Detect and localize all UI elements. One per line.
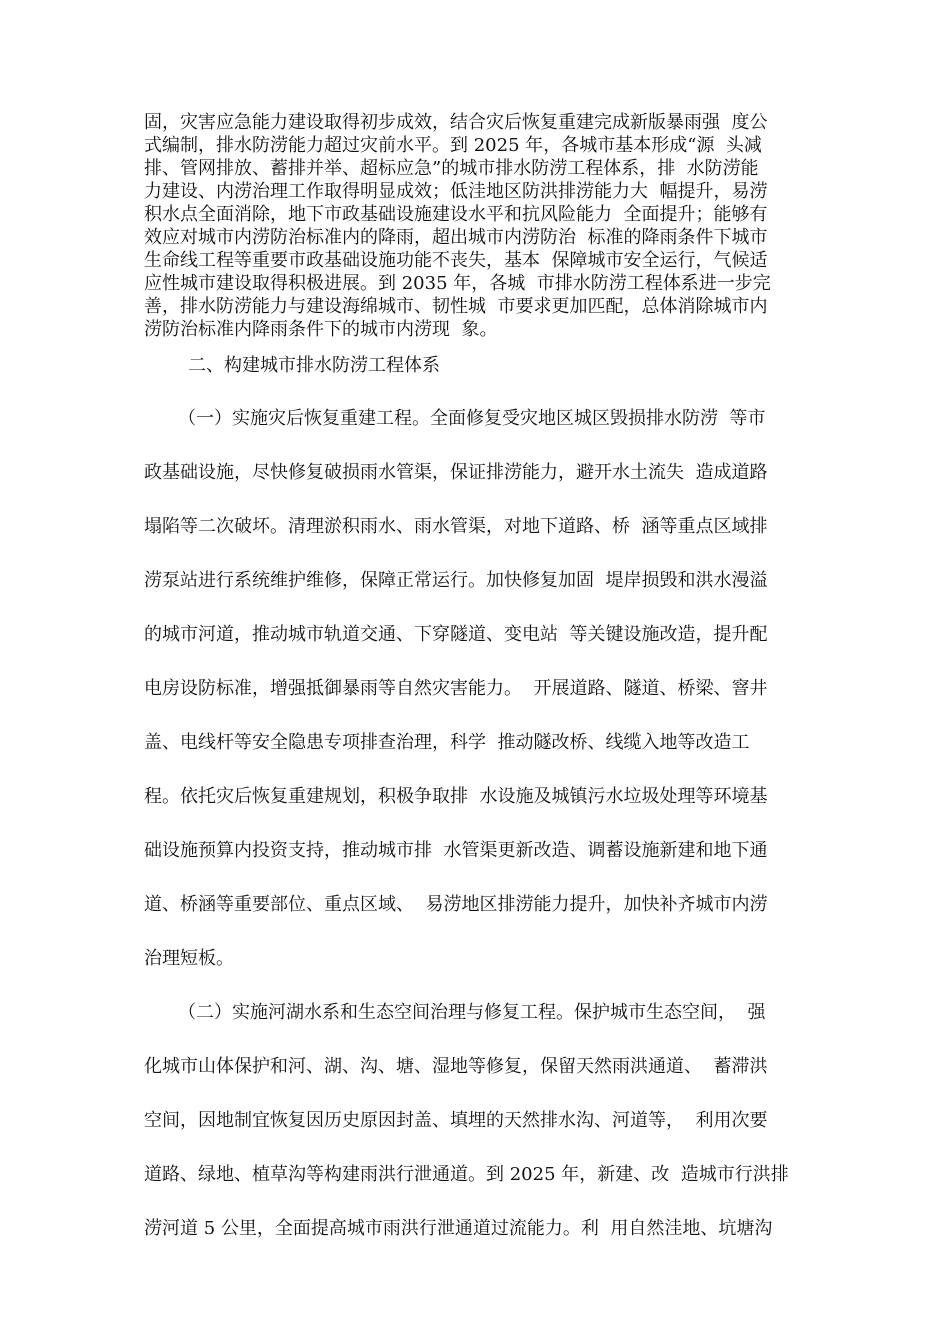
paragraph-1-line: 善，排水防涝能力与建设海绵城市、韧性城 市要求更加匹配，总体消除城市内 [144,296,768,317]
paragraph-2-line: （一）实施灾后恢复重建工程。全面修复受灾地区城区毁损排水防涝 等市 [178,408,766,429]
paragraph-2-line: 程。依托灾后恢复重建规划，积极争取排 水设施及城镇污水垃圾处理等环境基 [144,786,768,807]
paragraph-3-line: （二）实施河湖水系和生态空间治理与修复工程。保护城市生态空间， 强 [178,1002,766,1023]
paragraph-2-line: 涝泵站进行系统维护维修，保障正常运行。加快修复加固 堤岸损毁和洪水漫溢 [144,570,768,591]
paragraph-1-line: 生命线工程等重要市政基础设施功能不丧失，基本 保障城市安全运行，气候适 [144,250,768,271]
paragraph-2-line: 政基础设施，尽快修复破损雨水管渠，保证排涝能力，避开水土流失 造成道路 [144,462,768,483]
paragraph-2-line: 的城市河道，推动城市轨道交通、下穿隧道、变电站 等关键设施改造，提升配 [144,624,768,645]
paragraph-2-line: 道、桥涵等重要部位、重点区域、 易涝地区排涝能力提升，加快补齐城市内涝 [144,894,768,915]
paragraph-2-line: 塌陷等二次破坏。清理淤积雨水、雨水管渠，对地下道路、桥 涵等重点区域排 [144,516,768,537]
paragraph-1-line: 力建设、内涝治理工作取得明显成效；低洼地区防洪排涝能力大 幅提升，易涝 [144,181,768,202]
paragraph-1-line: 应性城市建设取得积极进展。到 2035 年，各城 市排水防涝工程体系进一步完 [144,273,771,294]
paragraph-1-line: 积水点全面消除，地下市政基础设施建设水平和抗风险能力 全面提升；能够有 [144,204,768,225]
paragraph-2-line: 治理短板。 [144,948,234,969]
paragraph-1-line: 排、管网排放、蓄排并举、超标应急”的城市排水防涝工程体系，排 水防涝能 [144,158,759,179]
paragraph-3-line: 涝河道 5 公里，全面提高城市雨洪行泄通道过流能力。利 用自然洼地、坑塘沟 [144,1218,773,1239]
paragraph-3-line: 化城市山体保护和河、湖、沟、塘、湿地等修复，保留天然雨洪通道、 蓄滞洪 [144,1056,768,1077]
paragraph-3-line: 道路、绿地、植草沟等构建雨洪行泄通道。到 2025 年，新建、改 造城市行洪排 [144,1164,789,1185]
paragraph-1-line: 效应对城市内涝防治标准内的降雨，超出城市内涝防治 标准的降雨条件下城市 [144,227,768,248]
paragraph-1-line: 式编制，排水防涝能力超过灾前水平。到 2025 年，各城市基本形成“源 头减 [144,135,762,156]
paragraph-1-line: 固，灾害应急能力建设取得初步成效，结合灾后恢复重建完成新版暴雨强 度公 [144,112,768,133]
paragraph-3-line: 空间，因地制宜恢复因历史原因封盖、填埋的天然排水沟、河道等， 利用次要 [144,1110,768,1131]
paragraph-1-line: 涝防治标准内降雨条件下的城市内涝现 象。 [144,319,498,340]
paragraph-2-line: 盖、电线杆等安全隐患专项排查治理，科学 推动隧改桥、线缆入地等改造工 [144,732,750,753]
paragraph-2-line: 础设施预算内投资支持，推动城市排 水管渠更新改造、调蓄设施新建和地下通 [144,840,768,861]
section-heading: 二、构建城市排水防涝工程体系 [188,355,440,376]
paragraph-2-line: 电房设防标准，增强抵御暴雨等自然灾害能力。 开展道路、隧道、桥梁、窨井 [144,678,768,699]
